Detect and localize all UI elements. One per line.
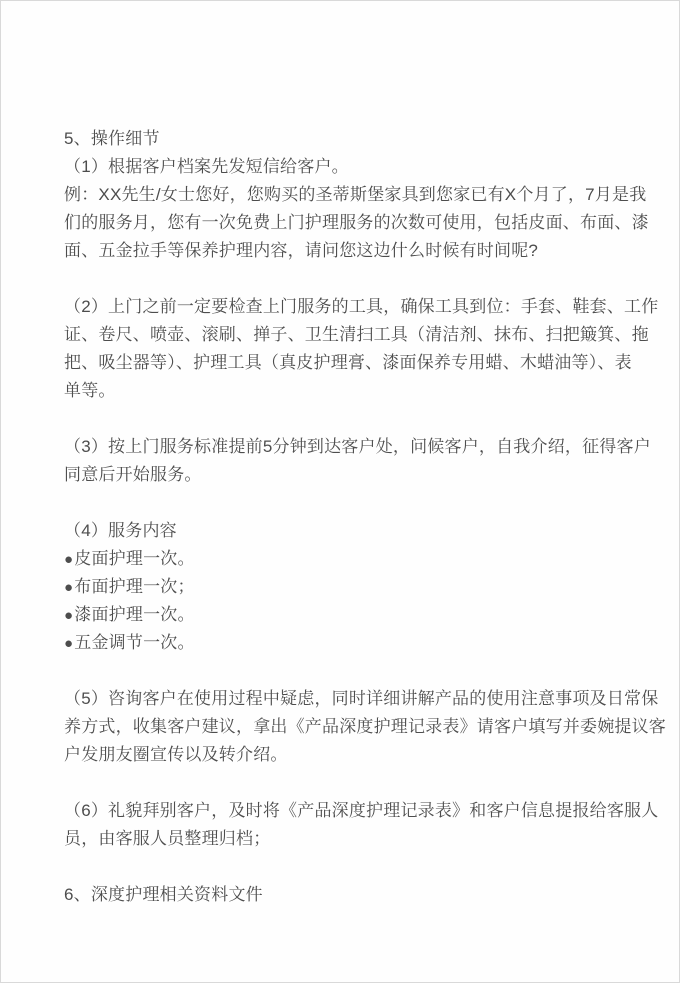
- bullet-item-text: 布面护理一次；: [74, 577, 195, 596]
- bullet-item-text: 漆面护理一次。: [74, 605, 195, 624]
- service-bullet-list: [64, 545, 624, 657]
- step-3-paragraph: [64, 433, 651, 489]
- step-2-paragraph: [64, 293, 659, 405]
- step-4-heading-text: （4）服务内容: [64, 521, 177, 540]
- section-heading-6: [64, 881, 624, 909]
- document-content: [64, 125, 666, 909]
- step-1-paragraph: [64, 153, 624, 181]
- step-1-line: （1）根据客户档案先发短信给客户。: [64, 157, 349, 176]
- step-6-line-2: 员，由客服人员整理归档；: [64, 829, 271, 848]
- section-heading-5: [64, 125, 624, 153]
- step-3-line-2: 同意后开始服务。: [64, 465, 202, 484]
- step-2-line-4: 单等。: [64, 381, 116, 400]
- sms-example-line-1: 例：XX先生/女士您好，您购买的圣蒂斯堡家具到您家已有X个月了，7月是我: [64, 185, 647, 204]
- bullet-icon: ●: [64, 635, 74, 652]
- step-5-line-1: （5）咨询客户在使用过程中疑虑，同时详细讲解产品的使用注意事项及日常保: [64, 689, 659, 708]
- step-6-paragraph: [64, 797, 659, 853]
- bullet-item-text: 皮面护理一次。: [74, 549, 195, 568]
- bullet-item: [64, 545, 624, 573]
- step-4-heading: [64, 517, 624, 545]
- step-5-paragraph: [64, 685, 666, 769]
- step-2-line-2: 证、卷尺、喷壶、滚刷、掸子、卫生清扫工具（清洁剂、抹布、扫把簸箕、拖: [64, 325, 649, 344]
- sms-example-line-2: 们的服务月，您有一次免费上门护理服务的次数可使用，包括皮面、布面、漆: [64, 213, 649, 232]
- step-6-line-1: （6）礼貌拜别客户，及时将《产品深度护理记录表》和客户信息提报给客服人: [64, 801, 659, 820]
- bullet-item: [64, 573, 624, 601]
- step-2-line-3: 把、吸尘器等）、护理工具（真皮护理膏、漆面保养专用蜡、木蜡油等）、表: [64, 353, 632, 372]
- step-5-line-2: 养方式，收集客户建议，拿出《产品深度护理记录表》请客户填写并委婉提议客: [64, 717, 666, 736]
- bullet-icon: ●: [64, 579, 74, 596]
- section-heading-5-text: 5、操作细节: [64, 129, 160, 148]
- step-5-line-3: 户发朋友圈宣传以及转介绍。: [64, 745, 288, 764]
- step-2-line-1: （2）上门之前一定要检查上门服务的工具，确保工具到位：手套、鞋套、工作: [64, 297, 659, 316]
- bullet-item: [64, 601, 624, 629]
- sms-example-paragraph: [64, 181, 649, 265]
- sms-example-line-3: 面、五金拉手等保养护理内容，请问您这边什么时候有时间呢?: [64, 241, 539, 260]
- bullet-item: [64, 629, 624, 657]
- section-heading-6-text: 6、深度护理相关资料文件: [64, 885, 263, 904]
- bullet-icon: ●: [64, 551, 74, 568]
- step-3-line-1: （3）按上门服务标准提前5分钟到达客户处，问候客户，自我介绍，征得客户: [64, 437, 651, 456]
- bullet-icon: ●: [64, 607, 74, 624]
- bullet-item-text: 五金调节一次。: [74, 633, 195, 652]
